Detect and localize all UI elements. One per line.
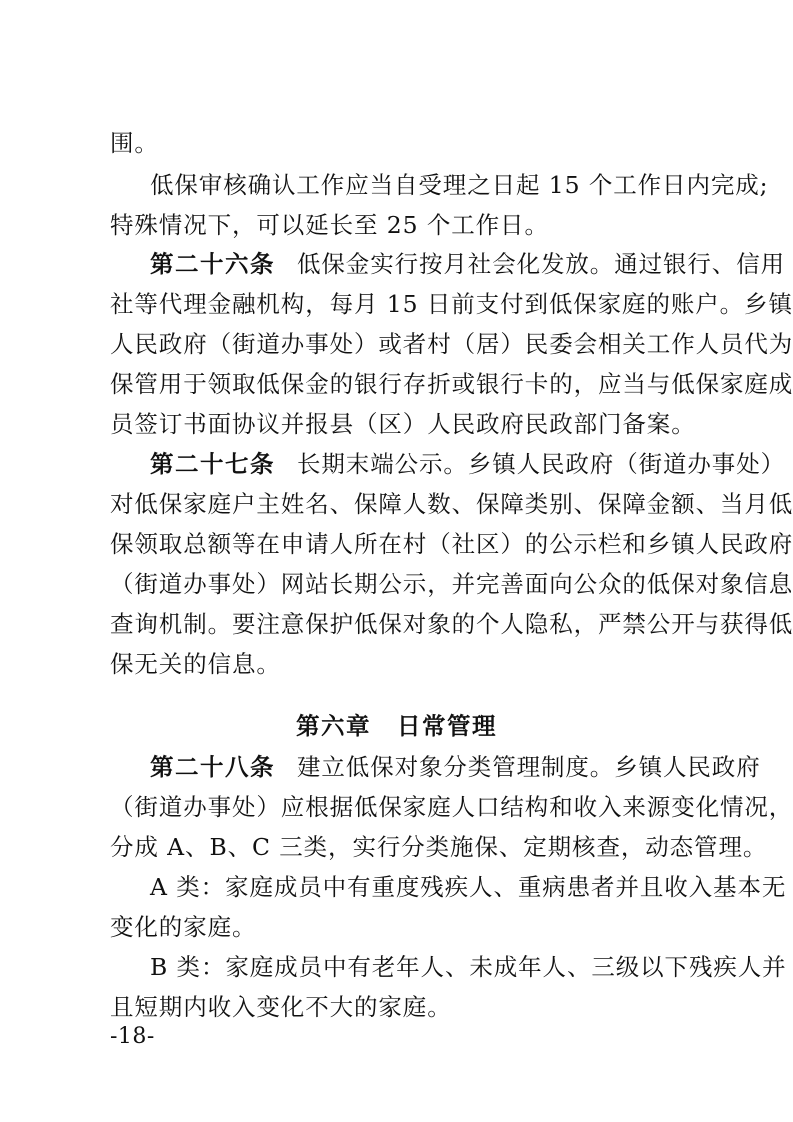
text-line-6 — [110, 324, 793, 364]
text-line-16 — [110, 787, 793, 827]
line-text: 保领取总额等在申请人所在村（社区）的公示栏和乡镇人民政府 — [110, 530, 793, 558]
chapter-number: 第六章 — [296, 712, 371, 740]
article-28-heading-line — [150, 747, 761, 787]
line-text: 长期末端公示。乡镇人民政府（街道办事处） — [297, 450, 785, 478]
text-line-2 — [150, 165, 769, 205]
line-text: 保管用于领取低保金的银行存折或银行卡的，应当与低保家庭成 — [110, 370, 793, 398]
text-line-1 — [110, 123, 690, 163]
chapter-heading — [0, 706, 793, 746]
line-text: 分成 A、B、C 三类，实行分类施保、定期核查，动态管理。 — [110, 833, 768, 861]
text-line-10 — [110, 484, 793, 524]
text-line-11 — [110, 524, 793, 564]
line-text: 低保金实行按月社会化发放。通过银行、信用 — [297, 250, 785, 278]
text-line-21 — [110, 987, 690, 1027]
article-27-label: 第二十七条 — [150, 450, 275, 478]
text-line-17 — [110, 827, 768, 867]
line-text: 对低保家庭户主姓名、保障人数、保障类别、保障金额、当月低 — [110, 490, 793, 518]
line-text: B 类：家庭成员中有老年人、未成年人、三级以下残疾人并 — [150, 953, 787, 981]
text-line-13 — [110, 604, 793, 644]
article-27-heading-line — [150, 444, 785, 484]
page-number: -18- — [110, 1024, 155, 1049]
text-line-19 — [110, 907, 690, 947]
line-text: A 类：家庭成员中有重度残疾人、重病患者并且收入基本无 — [150, 873, 787, 901]
line-text: 建立低保对象分类管理制度。乡镇人民政府 — [297, 753, 761, 781]
line-text: 社等代理金融机构，每月 15 日前支付到低保家庭的账户。乡镇 — [110, 290, 793, 318]
text-line-7 — [110, 364, 793, 404]
text-line-18 — [150, 867, 787, 907]
text-line-8 — [110, 404, 696, 444]
line-text: 人民政府（街道办事处）或者村（居）民委会相关工作人员代为 — [110, 330, 793, 358]
article-26-heading-line — [150, 244, 785, 284]
text-line-20 — [150, 947, 787, 987]
line-text: 围。 — [110, 129, 159, 157]
text-line-5 — [110, 284, 793, 324]
article-26-label: 第二十六条 — [150, 250, 275, 278]
line-text: （街道办事处）应根据低保家庭人口结构和收入来源变化情况， — [110, 793, 793, 821]
line-text: 且短期内收入变化不大的家庭。 — [110, 993, 452, 1021]
line-text: 保无关的信息。 — [110, 650, 281, 678]
text-line-12 — [110, 564, 793, 604]
line-text: 特殊情况下，可以延长至 25 个工作日。 — [110, 211, 549, 239]
text-line-3 — [110, 205, 690, 245]
text-line-14 — [110, 644, 690, 684]
line-text: 查询机制。要注意保护低保对象的个人隐私，严禁公开与获得低 — [110, 610, 793, 638]
chapter-title: 日常管理 — [397, 712, 497, 740]
line-text: （街道办事处）网站长期公示，并完善面向公众的低保对象信息 — [110, 570, 793, 598]
line-text: 低保审核确认工作应当自受理之日起 15 个工作日内完成; — [150, 171, 769, 199]
article-28-label: 第二十八条 — [150, 753, 275, 781]
line-text: 变化的家庭。 — [110, 913, 257, 941]
line-text: 员签订书面协议并报县（区）人民政府民政部门备案。 — [110, 410, 696, 438]
